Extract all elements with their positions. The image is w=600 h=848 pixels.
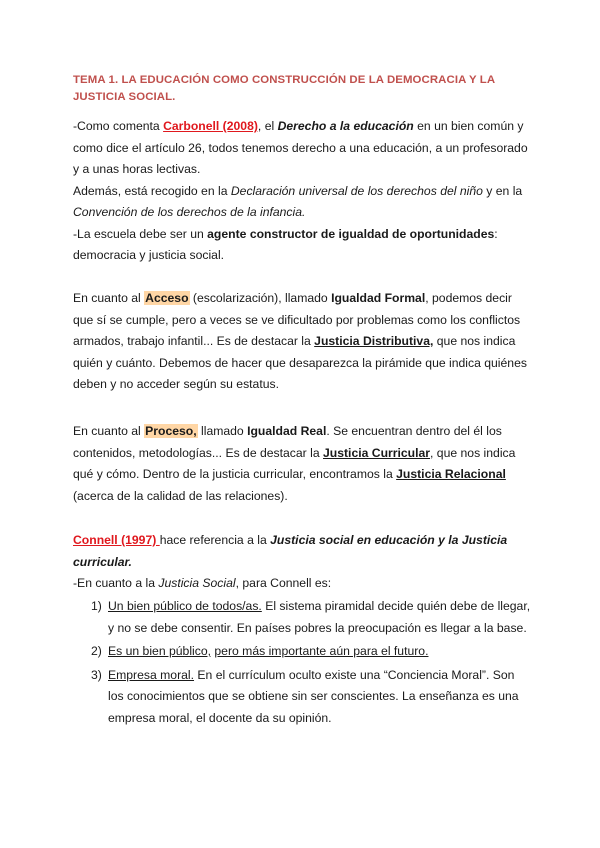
list-item-text: El sistema piramidal decide quién debe de llegar, y no se debe consentir. En países pobres la preocupación es llegar a la base. (108, 599, 531, 635)
paragraph-connell (73, 530, 533, 573)
reference-carbonell: Carbonell (2008) (163, 119, 258, 133)
list-number: 2) (91, 644, 102, 658)
paragraph-proceso (73, 421, 533, 507)
text: En cuanto al (73, 424, 145, 438)
paragraph-carbonell (73, 116, 533, 181)
text: (acerca de la calidad de las relaciones). (73, 488, 288, 503)
text: (escolarización), llamado (189, 291, 332, 305)
strong-justicia-relacional: Justicia Relacional (396, 467, 506, 481)
text: -La escuela debe ser un (73, 226, 208, 241)
list-item (91, 596, 533, 639)
paragraph-acceso (73, 288, 533, 396)
list-number: 3) (91, 667, 102, 682)
text: , que nos indica qué y cómo. Dentro de la justicia curricular, encontramos la (73, 445, 516, 481)
text: . Se encuentran dentro del él los contenidos, metodologías... Es de destacar la (73, 424, 502, 460)
list-item (91, 665, 533, 730)
text: hace referencia a la (159, 533, 271, 547)
strong-igualdad-formal: Igualdad Formal (331, 291, 426, 305)
list-item-lead: Es un bien público, (108, 644, 211, 658)
strong-justicia-curricular: Justicia Curricular (323, 445, 431, 460)
list-item-text: En el currículum oculto existe una “Conciencia Moral”. Son los conocimientos que se obtiene sin ser conscientes. La enseñanza es una empresa moral, el docente da su opinión. (108, 667, 519, 725)
emphasis-derecho: Derecho a la educación (277, 119, 414, 133)
text: En cuanto al (73, 291, 145, 305)
text: -En cuanto a la (73, 576, 159, 590)
document-title: TEMA 1. LA EDUCACIÓN COMO CONSTRUCCIÓN DE LA DEMOCRACIA Y LA JUSTICIA SOCIAL. (73, 74, 495, 103)
text: Además, está recogido en la (73, 183, 231, 198)
text: : democracia y justicia social. (73, 226, 498, 262)
text: , el (257, 119, 278, 133)
paragraph-justicia-social (73, 573, 533, 595)
emphasis-justicia-social: Justicia social en educación y la Justicia curricular. (73, 533, 508, 569)
text: que nos indica quién y cuánto. Debemos de hacer que desaparezca la pirámide que indica quiénes deben y no acceder según su estatus. (73, 334, 527, 391)
emphasis-justicia-social-term: Justicia Social (158, 576, 236, 590)
text: llamado (197, 424, 248, 438)
highlight-proceso: Proceso, (145, 424, 197, 438)
reference-connell: Connell (1997) (73, 533, 160, 547)
text: -Como comenta (73, 119, 164, 133)
emphasis-convencion: Convención de los derechos de la infancia. (73, 205, 306, 219)
text: , podemos decir que sí se cumple, pero a veces se ve dificultado por problemas como los conflictos armados, trabajo infantil... Es de destacar la (73, 291, 521, 348)
list-item-lead-2: pero más importante aún para el futuro. (214, 644, 429, 658)
highlight-acceso: Acceso (145, 291, 189, 305)
emphasis-declaracion: Declaración universal de los derechos del niño (230, 183, 483, 198)
text: y en la (482, 183, 523, 198)
list-item-lead: Empresa moral. (108, 667, 195, 682)
list-item-lead: Un bien público de todos/as. (108, 599, 262, 613)
paragraph-escuela (73, 224, 533, 267)
list-item (91, 641, 533, 663)
numbered-list (91, 596, 533, 729)
strong-agente: agente constructor de igualdad de oportunidades (207, 226, 495, 241)
list-number: 1) (91, 599, 102, 613)
text: , para Connell es: (235, 576, 332, 590)
strong-igualdad-real: Igualdad Real (247, 424, 327, 438)
paragraph-declaracion (73, 181, 533, 224)
text: en un bien común y como dice el artículo 26, todos tenemos derecho a una educación, a un profesorado y a unas horas lectivas. (73, 119, 528, 176)
strong-justicia-distributiva: Justicia Distributiva, (314, 334, 434, 348)
